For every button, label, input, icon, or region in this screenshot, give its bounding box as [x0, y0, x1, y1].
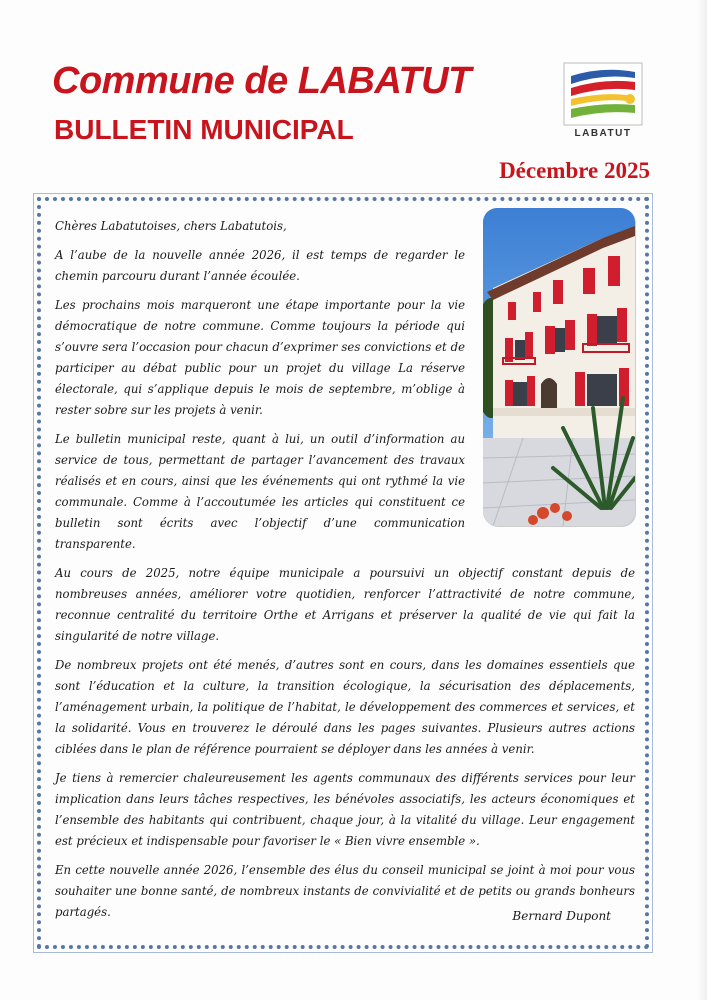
signature: Bernard Dupont [512, 909, 611, 923]
letter-paragraph: Je tiens à remercier chaleureusement les agents communaux des différents services pour leur implication dans leurs tâches respectives, les bénévoles associatifs, les acteurs économiques et l’ensemble des habitants qui contribuent, chaque jour, à la vitalité du village. Leur engagement est précieux et indispensable pour favoriser le « Bien vivre ensemble ». [55, 771, 635, 848]
page-title: Commune de LABATUT [52, 60, 471, 102]
bulletin-subtitle: BULLETIN MUNICIPAL [54, 114, 354, 145]
letter-paragraph: En cette nouvelle année 2026, l’ensemble des élus du conseil municipal se joint à moi pour vous souhaiter une bonne santé, de nombreux instants de convivialité et de petits ou grands bonheurs partagés. [55, 863, 635, 919]
labatut-logo [563, 62, 643, 144]
letter-paragraph: A l’aube de la nouvelle année 2026, il est temps de regarder le chemin parcouru durant l’année écoulée. [55, 248, 465, 283]
editorial-letter [55, 216, 635, 931]
letter-paragraph: De nombreux projets ont été menés, d’autres sont en cours, dans les domaines essentiels que sont l’éducation et la culture, la transition écologique, la sécurisation des déplacements, l’aménagement urbain, la politique de l’habitat, le développement des commerces et services, et la solidarité. Vous en trouverez le déroulé dans les pages suivantes. Plusieurs autres actions ciblées dans le plan de référence pourraient se déployer dans les années à venir. [55, 658, 635, 756]
logo-label: LABATUT [574, 128, 632, 139]
page-edge [697, 0, 707, 1000]
letter-paragraph: Le bulletin municipal reste, quant à lui, un outil d’information au service de tous, permettant de partager l’avancement des travaux réalisés et en cours, ainsi que les événements qui ont rythmé la vie communale. Comme à l’accoutumée les articles qui constituent ce bulletin sont écrits avec l’objectif d’une communication transparente. [55, 432, 465, 551]
letter-paragraph: Au cours de 2025, notre équipe municipale a poursuivi un objectif constant depuis de nombreuses années, améliorer votre quotidien, renforcer l’attractivité de notre commune, reconnue centralité du territoire Orthe et Arrigans et préserver la qualité de vie qui fait la singularité de notre village. [55, 566, 635, 643]
letter-greeting: Chères Labatutoises, chers Labatutois, [55, 219, 287, 233]
logo-stripes-icon [563, 62, 643, 126]
letter-paragraph: Les prochains mois marqueront une étape importante pour la vie démocratique de notre commune. Comme toujours la période qui s’ouvre sera l’occasion pour chacun d’exprimer ses convictions et de participer au débat public pour un projet du village La réserve électorale, qui s’applique depuis le mois de septembre, m’oblige à rester sobre sur les projets à venir. [55, 298, 465, 417]
issue-date: Décembre 2025 [499, 158, 650, 183]
